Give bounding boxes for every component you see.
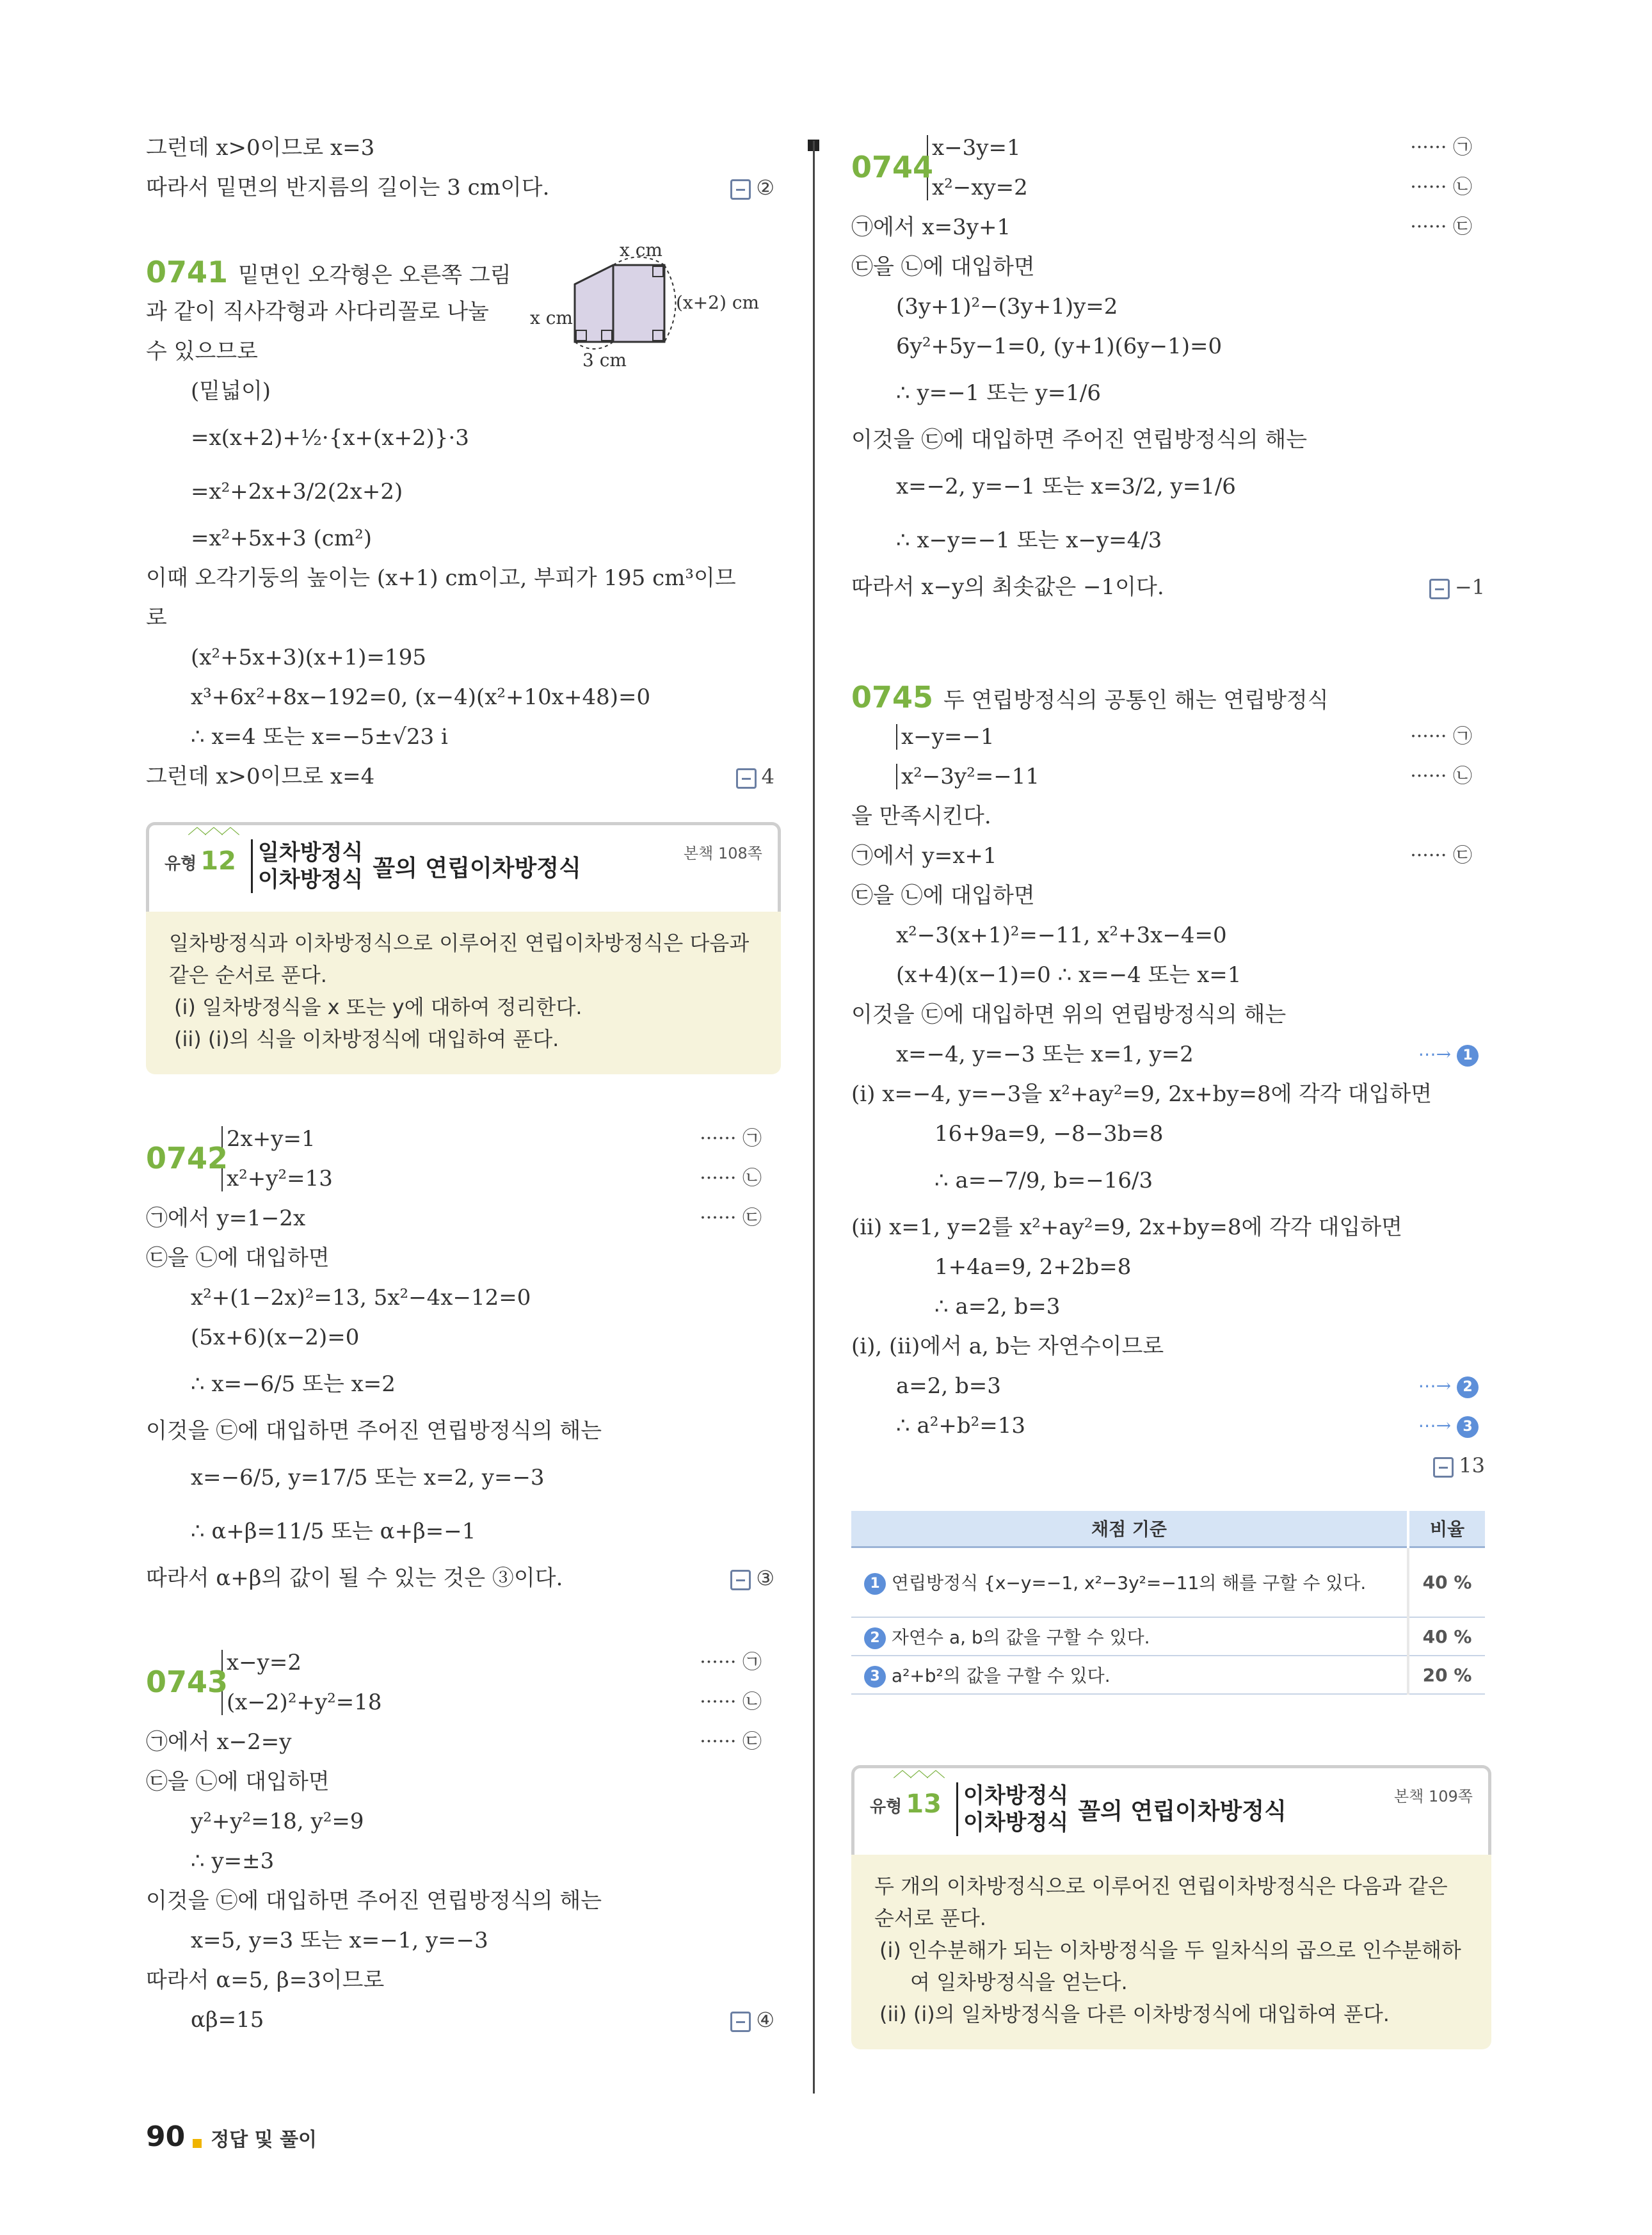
pentagon-shape [575, 265, 664, 342]
answer-value: ③ [756, 1566, 774, 1590]
line-text: 따라서 α+β의 값이 될 수 있는 것은 ③이다. [146, 1565, 563, 1591]
type-number: 12 [200, 846, 236, 876]
text-line [146, 1762, 781, 1802]
line-text: ㉢을 ㉡에 대입하면 [851, 254, 1035, 280]
line-text: (밑넓이) [191, 378, 271, 404]
line-text: 6y²+5y−1=0, (y+1)(6y−1)=0 [896, 334, 1223, 359]
line-text: x²+(1−2x)²=13, 5x²−4x−12=0 [191, 1285, 531, 1311]
spacer [851, 1695, 1491, 1739]
line-text: a=2, b=3 [896, 1373, 1001, 1399]
brace-line-2: 이차방정식 [258, 867, 364, 892]
line-text: ∴ x=4 또는 x=−5±√23 i [191, 724, 448, 750]
line-text: ㉠에서 y=x+1 [851, 843, 997, 869]
equation-marker: ······ ㉠ [700, 1127, 762, 1150]
text-line [146, 1357, 781, 1411]
text-line [851, 1406, 1491, 1446]
line-text: (3y+1)²−(3y+1)y=2 [896, 294, 1118, 319]
text-line [851, 1446, 1491, 1485]
line-text: ∴ x−y=−1 또는 x−y=4/3 [896, 528, 1162, 553]
footer-bullet [193, 2139, 202, 2148]
problem-0745 [851, 677, 1491, 1485]
criteria-cell [851, 1656, 1408, 1694]
body-line: (ii) (i)의 식을 이차방정식에 대입하여 푼다. [174, 1027, 559, 1051]
line-text: ∴ y=−1 또는 y=1/6 [896, 380, 1101, 406]
text-line [146, 465, 781, 519]
right-column [851, 128, 1491, 2049]
text-line [146, 1505, 781, 1558]
text-line [146, 1921, 781, 1960]
system-line [851, 150, 1491, 207]
text-line [146, 677, 781, 717]
body-line: 일차방정식과 이차방정식으로 이루어진 연립이차방정식은 다음과 [169, 931, 750, 955]
text-line [146, 168, 781, 207]
equation-marker: ······ ㉠ [700, 1651, 762, 1674]
line-text: (5x+6)(x−2)=0 [191, 1325, 360, 1350]
spacer [146, 1074, 781, 1119]
line-text: 따라서 α=5, β=3이므로 [146, 1967, 385, 1993]
column-divider [813, 141, 815, 2094]
problem-0742 [146, 1119, 781, 1598]
column-header: 채점 기준 [851, 1511, 1408, 1547]
text-line [146, 1802, 781, 1841]
ratio-cell: 40 % [1408, 1547, 1485, 1617]
line-text: ㉠에서 y=1−2x [146, 1206, 306, 1231]
equation-marker: ······ ㉢ [1410, 844, 1472, 867]
system-eq-1: x−y=−1 [896, 724, 994, 750]
text-line [851, 1035, 1491, 1074]
text-line [146, 1451, 781, 1505]
line-text: ∴ a²+b²=13 [896, 1413, 1025, 1439]
text-line [146, 638, 781, 677]
problem-0744 [851, 128, 1491, 607]
line-text: αβ=15 [191, 2007, 264, 2033]
text-line [851, 995, 1491, 1035]
brace-group [251, 839, 363, 893]
brace-line-1: 일차방정식 [258, 840, 364, 866]
line-text: y²+y²=18, y²=9 [191, 1809, 364, 1834]
text-line [851, 836, 1491, 876]
system-line [146, 1665, 781, 1722]
equation-marker: ······ ㉠ [1410, 136, 1472, 159]
line-text: 과 같이 직사각형과 사다리꼴로 나눌 [146, 299, 489, 325]
step-number: 2 [1457, 1376, 1479, 1398]
line-text: x=−4, y=−3 또는 x=1, y=2 [896, 1042, 1194, 1067]
text-line [851, 1247, 1491, 1287]
criteria-cell [851, 1617, 1408, 1656]
line-text: ㉠에서 x=3y+1 [851, 214, 1011, 240]
problem-number: 0745 [851, 680, 934, 714]
text-line [851, 460, 1491, 513]
table-row [851, 1547, 1485, 1617]
text-line [851, 955, 1491, 995]
line-text: 이것을 ㉢에 대입하면 위의 연립방정식의 해는 [851, 1002, 1287, 1028]
text-line [146, 1278, 781, 1318]
text-line [146, 371, 781, 411]
text-line [146, 1238, 781, 1278]
text-line [146, 1722, 781, 1762]
line-text: 그런데 x>0이므로 x=3 [146, 135, 375, 161]
type-number: 13 [906, 1789, 942, 1819]
text-line [146, 519, 781, 558]
page-footer [146, 2120, 317, 2153]
problem-number: 0743 [146, 1665, 229, 1699]
text-line [146, 717, 781, 757]
equation-marker: ······ ㉢ [700, 1731, 762, 1753]
line-text: 밑면인 오각형은 오른쪽 그림 [238, 262, 511, 288]
equation-marker: ······ ㉢ [1410, 216, 1472, 238]
system-eq-1: x−y=2 [221, 1650, 301, 1675]
text-line [146, 1841, 781, 1881]
table-row [851, 1617, 1485, 1656]
line-text: 이것을 ㉢에 대입하면 주어진 연립방정식의 해는 [146, 1418, 602, 1444]
answer-value: 4 [761, 764, 774, 789]
equation-marker: ······ ㉡ [1410, 176, 1472, 198]
line-text: ㉢을 ㉡에 대입하면 [851, 883, 1035, 908]
table-row [851, 1656, 1485, 1694]
step-number: 1 [1457, 1045, 1479, 1067]
line-text: ㉢을 ㉡에 대입하면 [146, 1245, 330, 1271]
equation-marker: ······ ㉢ [700, 1207, 762, 1229]
text-line [851, 1327, 1491, 1366]
line-text: =x²+2x+3/2(2x+2) [191, 479, 403, 504]
problem-number: 0741 [146, 255, 229, 289]
line-text: 을 만족시킨다. [851, 803, 991, 829]
system-eq-2: (x−2)²+y²=18 [221, 1690, 382, 1715]
criteria-text: 자연수 a, b의 값을 구할 수 있다. [891, 1627, 1150, 1648]
body-line: 같은 순서로 푼다. [169, 963, 327, 987]
text-line [146, 2000, 781, 2040]
problem-number: 0744 [851, 150, 934, 184]
column-header: 비율 [1408, 1511, 1485, 1547]
system-line [851, 128, 1491, 168]
line-text: ㉠에서 x−2=y [146, 1729, 292, 1755]
dimension-arc [664, 265, 676, 342]
equation-marker: ······ ㉠ [1410, 725, 1472, 748]
text-line [146, 411, 781, 465]
type-12-header [146, 816, 781, 912]
type-label: 유형 [870, 1797, 902, 1817]
line-text: 따라서 밑면의 반지름의 길이는 3 cm이다. [146, 175, 550, 200]
line-text: x=−2, y=−1 또는 x=3/2, y=1/6 [896, 474, 1236, 499]
type-13-body [851, 1855, 1491, 2049]
text-line [146, 1881, 781, 1921]
footer-label: 정답 및 풀이 [211, 2129, 317, 2151]
ratio-cell: 40 % [1408, 1617, 1485, 1656]
text-line [851, 567, 1491, 607]
text-line [851, 366, 1491, 420]
label-right: (x+2) cm [676, 292, 760, 313]
line-text: x³+6x²+8x−192=0, (x−4)(x²+10x+48)=0 [191, 684, 651, 710]
line-text: (ii) x=1, y=2를 x²+ay²=9, 2x+by=8에 각각 대입하면 [851, 1214, 1403, 1240]
system-eq-2: x²−xy=2 [927, 175, 1028, 200]
page-number: 90 [146, 2120, 186, 2153]
line-text: 두 연립방정식의 공통인 해는 연립방정식 [943, 688, 1329, 713]
line-text: 16+9a=9, −8−3b=8 [934, 1121, 1164, 1147]
wave-decoration: ︿︿︿ [188, 816, 237, 839]
criteria-cell [851, 1547, 1408, 1617]
answer-mark [730, 1558, 774, 1598]
answer-mark [1429, 567, 1485, 607]
table-header-row [851, 1511, 1485, 1547]
pentagon-figure [530, 246, 780, 367]
line-text: ∴ a=2, b=3 [934, 1294, 1061, 1319]
ratio-cell: 20 % [1408, 1656, 1485, 1694]
type-title: 꼴의 연립이차방정식 [373, 855, 581, 882]
line-text: 1+4a=9, 2+2b=8 [934, 1254, 1132, 1280]
wave-decoration: ︿︿︿ [893, 1759, 943, 1782]
text-line [146, 1198, 781, 1238]
text-line [851, 1287, 1491, 1327]
text-line [146, 757, 781, 796]
text-line [851, 1154, 1491, 1207]
text-line [851, 1207, 1491, 1247]
problem-number: 0742 [146, 1141, 229, 1175]
system-line [146, 1643, 781, 1682]
line-text: x=5, y=3 또는 x=−1, y=−3 [191, 1928, 488, 1953]
answer-mark [730, 2000, 774, 2040]
system-eq-2: x²−3y²=−11 [896, 764, 1039, 789]
type-label: 유형 [164, 854, 197, 874]
equation-marker: ······ ㉡ [700, 1691, 762, 1713]
line-text: ∴ y=±3 [191, 1848, 275, 1874]
system-eq-1: x−3y=1 [927, 135, 1021, 161]
left-column [146, 128, 781, 2040]
spacer [146, 1598, 781, 1643]
brace-line-1: 이차방정식 [963, 1783, 1069, 1809]
criteria-text: a²+b²의 값을 구할 수 있다. [891, 1665, 1111, 1686]
system-line [146, 1119, 781, 1159]
step-marker: ⋯→ 3 [1418, 1406, 1479, 1446]
criteria-text: 연립방정식 {x−y=−1, x²−3y²=−11의 해를 구할 수 있다. [891, 1572, 1367, 1594]
answer-mark [1433, 1446, 1485, 1485]
line-text: (i) x=−4, y=−3을 x²+ay²=9, 2x+by=8에 각각 대입하면 [851, 1081, 1432, 1107]
line-text: (x+4)(x−1)=0 ∴ x=−4 또는 x=1 [896, 962, 1242, 988]
body-line: (i) 일차방정식을 x 또는 y에 대하여 정리한다. [174, 995, 582, 1019]
body-line: (ii) (i)의 일차방정식을 다른 이차방정식에 대입하여 푼다. [879, 2002, 1390, 2026]
line-text: =x(x+2)+½·{x+(x+2)}·3 [191, 425, 469, 451]
line-text: ∴ x=−6/5 또는 x=2 [191, 1371, 396, 1397]
system-eq-2: x²+y²=13 [221, 1166, 333, 1191]
text-line [146, 1411, 781, 1451]
step-number: 3 [864, 1666, 886, 1688]
line-text: 이때 오각기둥의 높이는 (x+1) cm이고, 부피가 195 cm³이므 [146, 565, 736, 591]
text-line [851, 876, 1491, 916]
text-line [851, 1114, 1491, 1154]
text-line [851, 420, 1491, 460]
answer-mark [730, 168, 774, 207]
scoring-table [851, 1511, 1485, 1695]
type-13-header [851, 1759, 1491, 1855]
answer-icon [1433, 1457, 1454, 1478]
line-text: (x²+5x+3)(x+1)=195 [191, 645, 426, 670]
line-text: 로 [146, 605, 167, 631]
text-line [851, 513, 1491, 567]
equation-marker: ······ ㉡ [700, 1167, 762, 1190]
body-line: 여 일차방정식을 얻는다. [910, 1970, 1128, 1994]
equation-marker: ······ ㉡ [1410, 765, 1472, 787]
label-bottom: 3 cm [582, 350, 627, 367]
answer-icon [730, 1570, 751, 1590]
line-text: 이것을 ㉢에 대입하면 주어진 연립방정식의 해는 [146, 1888, 602, 1914]
label-top: x cm [620, 246, 662, 261]
answer-icon [736, 768, 757, 789]
label-left: x cm [530, 307, 573, 328]
answer-value: 13 [1459, 1453, 1485, 1478]
line-text: (i), (ii)에서 a, b는 자연수이므로 [851, 1334, 1164, 1359]
text-line [146, 1960, 781, 2000]
text-line [146, 128, 781, 168]
spacer [851, 607, 1491, 677]
step-number: 1 [864, 1573, 886, 1595]
answer-icon [730, 2012, 751, 2032]
step-number: 2 [864, 1627, 886, 1649]
answer-value: ④ [756, 2008, 774, 2032]
line-text: ㉢을 ㉡에 대입하면 [146, 1769, 330, 1795]
text-line [146, 1558, 781, 1598]
text-line [851, 796, 1491, 836]
line-text: 이것을 ㉢에 대입하면 주어진 연립방정식의 해는 [851, 427, 1308, 453]
line-text: 그런데 x>0이므로 x=4 [146, 764, 375, 789]
answer-mark [736, 757, 774, 796]
brace-line-2: 이차방정식 [963, 1810, 1069, 1836]
text-line [851, 677, 1491, 717]
line-text: 따라서 x−y의 최솟값은 −1이다. [851, 574, 1164, 600]
type-12-body [146, 912, 781, 1074]
text-line [851, 916, 1491, 955]
text-line [851, 247, 1491, 287]
answer-value: −1 [1454, 575, 1485, 599]
line-text: =x²+5x+3 (cm²) [191, 526, 372, 551]
text-line [146, 598, 781, 638]
body-line: 두 개의 이차방정식으로 이루어진 연립이차방정식은 다음과 같은 [874, 1874, 1448, 1898]
text-line [851, 1074, 1491, 1114]
text-line [146, 558, 781, 598]
problem-0741 [146, 246, 781, 796]
line-text: ∴ α+β=11/5 또는 α+β=−1 [191, 1519, 476, 1544]
problem-0743 [146, 1643, 781, 2040]
text-line [851, 327, 1491, 366]
brace-group [956, 1782, 1068, 1836]
system-line [851, 717, 1491, 757]
line-text: x=−6/5, y=17/5 또는 x=2, y=−3 [191, 1465, 545, 1490]
textbook-reference: 본책 109쪽 [1394, 1787, 1473, 1805]
text-line [851, 1366, 1491, 1406]
line-text: x²−3(x+1)²=−11, x²+3x−4=0 [896, 923, 1227, 948]
answer-icon [1429, 579, 1450, 599]
system-line [146, 1141, 781, 1198]
step-number: 3 [1457, 1416, 1479, 1438]
system-eq-1: 2x+y=1 [221, 1126, 316, 1152]
textbook-reference: 본책 108쪽 [684, 844, 762, 862]
text-line [851, 287, 1491, 327]
text-line [851, 207, 1491, 247]
step-marker: ⋯→ 2 [1418, 1366, 1479, 1406]
body-line: (i) 인수분해가 되는 이차방정식을 두 일차식의 곱으로 인수분해하 [879, 1938, 1461, 1962]
body-line: 순서로 푼다. [874, 1906, 986, 1930]
answer-value: ② [756, 175, 774, 200]
answer-icon [730, 179, 751, 200]
text-line [146, 1318, 781, 1357]
line-text: ∴ a=−7/9, b=−16/3 [934, 1168, 1153, 1193]
dimension-arc [575, 342, 613, 349]
type-title: 꼴의 연립이차방정식 [1078, 1798, 1287, 1825]
step-marker: ⋯→ 1 [1418, 1035, 1479, 1074]
line-text: 수 있으므로 [146, 339, 259, 364]
system-line [851, 757, 1491, 796]
